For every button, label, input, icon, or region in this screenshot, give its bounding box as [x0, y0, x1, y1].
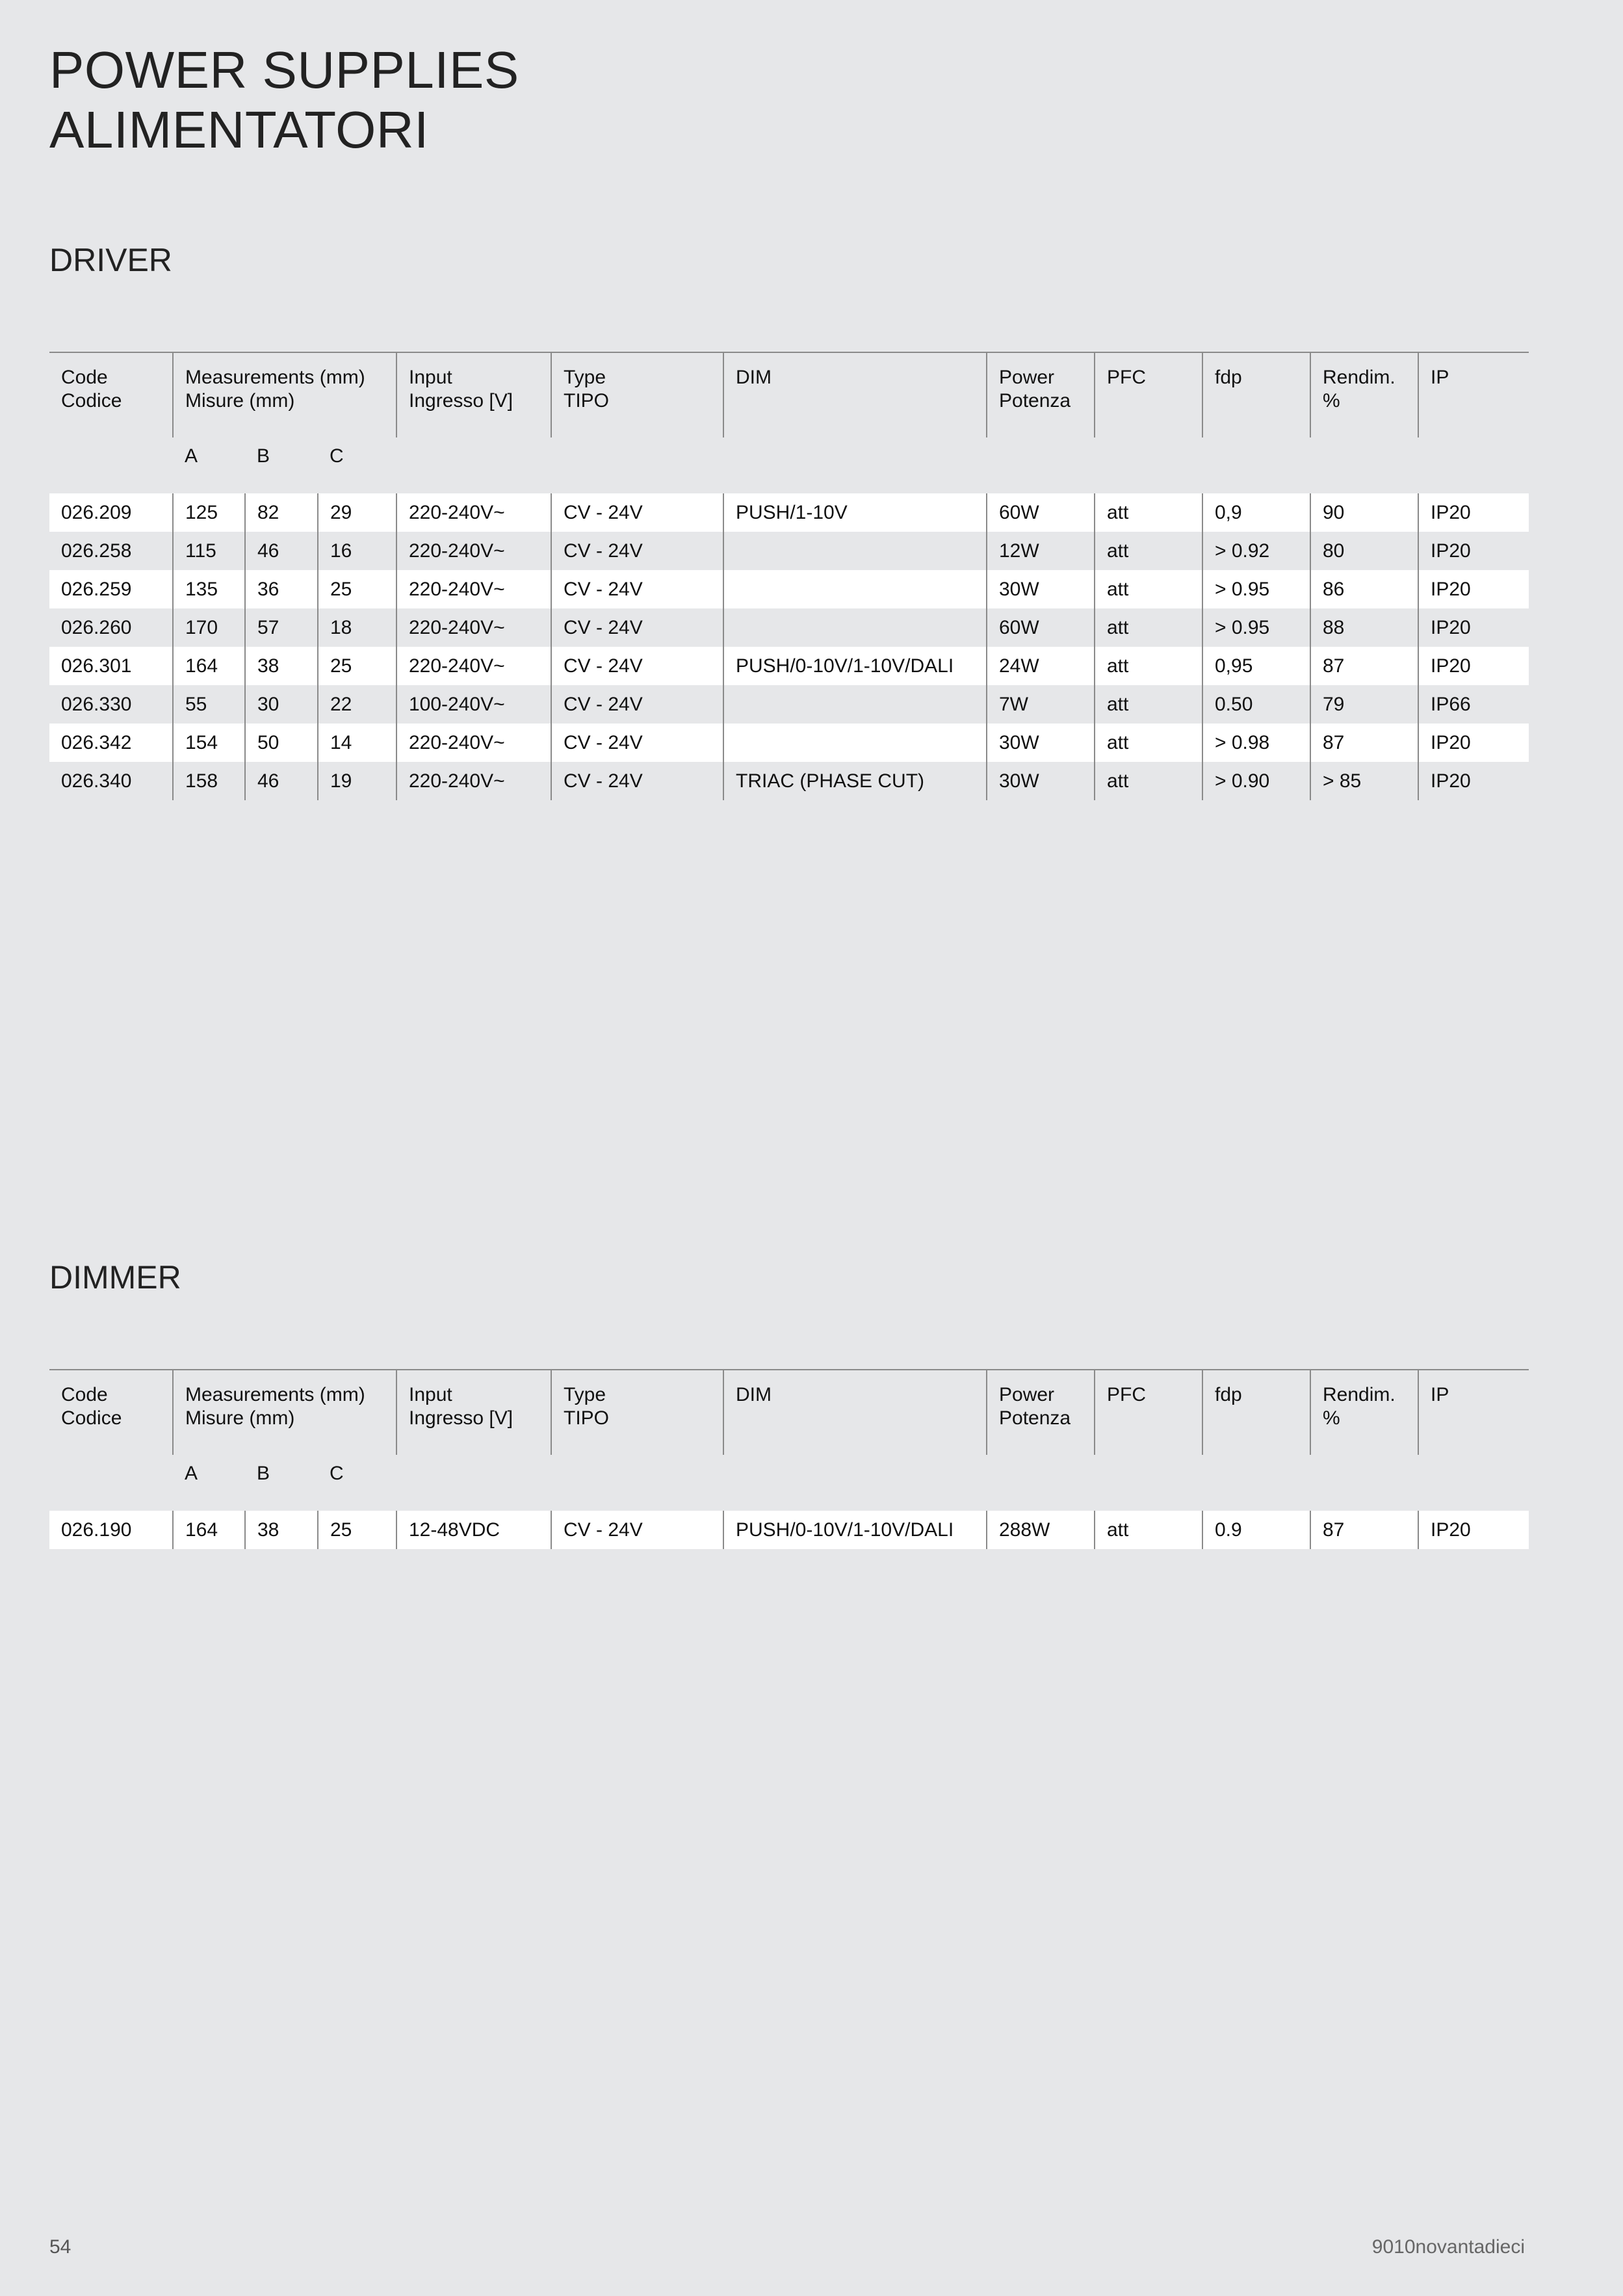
table-row — [49, 762, 1529, 800]
cell-pfc: att — [1095, 532, 1202, 570]
cell-ip: IP20 — [1418, 608, 1529, 647]
cell-code: 026.258 — [49, 532, 173, 570]
cell-type: CV - 24V — [551, 724, 723, 762]
cell-c: 25 — [318, 647, 396, 685]
section-title-driver: DRIVER — [49, 242, 172, 278]
header-type-en: Type — [564, 367, 606, 388]
driver-table — [49, 352, 1529, 800]
cell-fdp: 0.50 — [1202, 685, 1310, 724]
cell-dim — [723, 685, 987, 724]
header-fdp-label: fdp — [1215, 1384, 1242, 1405]
table-row — [49, 647, 1529, 685]
cell-a: 170 — [173, 608, 245, 647]
table-row — [49, 685, 1529, 724]
header-power-en: Power — [999, 367, 1055, 388]
header-measurements — [173, 1370, 396, 1455]
subheader-filler — [396, 437, 1529, 493]
header-type-it: TIPO — [564, 390, 610, 411]
header-ip-label: IP — [1431, 367, 1449, 388]
cell-code: 026.259 — [49, 570, 173, 608]
subheader-filler — [396, 1455, 1529, 1511]
cell-b: 46 — [245, 532, 318, 570]
cell-fdp: 0,9 — [1202, 493, 1310, 532]
cell-power: 24W — [987, 647, 1095, 685]
cell-a: 125 — [173, 493, 245, 532]
cell-a: 164 — [173, 647, 245, 685]
cell-dim: PUSH/1-10V — [723, 493, 987, 532]
header-code-en: Code — [61, 1384, 108, 1405]
subheader-row — [49, 1455, 1529, 1511]
cell-rendim: 87 — [1310, 724, 1418, 762]
cell-pfc: att — [1095, 1511, 1202, 1549]
header-power-it: Potenza — [999, 1407, 1071, 1429]
cell-c: 29 — [318, 493, 396, 532]
cell-input: 220-240V~ — [396, 608, 551, 647]
header-fdp — [1202, 352, 1310, 437]
header-measurements-en: Measurements (mm) — [185, 1384, 365, 1405]
cell-a: 135 — [173, 570, 245, 608]
cell-b: 82 — [245, 493, 318, 532]
header-measurements-en: Measurements (mm) — [185, 367, 365, 388]
cell-dim — [723, 532, 987, 570]
cell-a: 164 — [173, 1511, 245, 1549]
header-pfc — [1095, 1370, 1202, 1455]
header-input — [396, 352, 551, 437]
cell-input: 220-240V~ — [396, 493, 551, 532]
dimmer-table — [49, 1369, 1529, 1549]
cell-dim — [723, 608, 987, 647]
cell-input: 220-240V~ — [396, 532, 551, 570]
page-title-en: POWER SUPPLIES — [49, 41, 519, 99]
cell-a: 115 — [173, 532, 245, 570]
cell-rendim: 80 — [1310, 532, 1418, 570]
subheader-a: A — [185, 445, 198, 467]
table-row — [49, 1511, 1529, 1549]
header-code-en: Code — [61, 367, 108, 388]
subheader-b: B — [257, 1463, 270, 1484]
cell-c: 18 — [318, 608, 396, 647]
cell-input: 220-240V~ — [396, 570, 551, 608]
header-row — [49, 352, 1529, 437]
table-row — [49, 493, 1529, 532]
cell-rendim: > 85 — [1310, 762, 1418, 800]
section-title-dimmer: DIMMER — [49, 1259, 181, 1296]
cell-b: 36 — [245, 570, 318, 608]
subheader-row — [49, 437, 1529, 493]
header-dim-label: DIM — [736, 367, 772, 388]
cell-power: 288W — [987, 1511, 1095, 1549]
table-row — [49, 608, 1529, 647]
header-type — [551, 352, 723, 437]
header-input-en: Input — [409, 1384, 452, 1405]
cell-a: 154 — [173, 724, 245, 762]
cell-c: 22 — [318, 685, 396, 724]
cell-b: 57 — [245, 608, 318, 647]
header-input-it: Ingresso [V] — [409, 1407, 513, 1429]
header-input-it: Ingresso [V] — [409, 390, 513, 411]
cell-input: 220-240V~ — [396, 647, 551, 685]
header-code-it: Codice — [61, 390, 122, 411]
header-ip — [1418, 1370, 1529, 1455]
cell-pfc: att — [1095, 608, 1202, 647]
subheader-a: A — [185, 1463, 198, 1484]
cell-power: 12W — [987, 532, 1095, 570]
cell-pfc: att — [1095, 724, 1202, 762]
table-row — [49, 570, 1529, 608]
header-row — [49, 1370, 1529, 1455]
cell-type: CV - 24V — [551, 570, 723, 608]
cell-b: 38 — [245, 647, 318, 685]
header-power-en: Power — [999, 1384, 1055, 1405]
cell-c: 25 — [318, 1511, 396, 1549]
cell-rendim: 86 — [1310, 570, 1418, 608]
cell-code: 026.190 — [49, 1511, 173, 1549]
header-type-it: TIPO — [564, 1407, 610, 1429]
cell-ip: IP20 — [1418, 570, 1529, 608]
subheader-c: C — [330, 1463, 344, 1484]
cell-dim: TRIAC (PHASE CUT) — [723, 762, 987, 800]
table-row — [49, 724, 1529, 762]
cell-type: CV - 24V — [551, 647, 723, 685]
header-dim-label: DIM — [736, 1384, 772, 1405]
header-rendim-it: % — [1323, 1407, 1340, 1429]
header-fdp — [1202, 1370, 1310, 1455]
cell-pfc: att — [1095, 685, 1202, 724]
cell-a: 55 — [173, 685, 245, 724]
page-title-it: ALIMENTATORI — [49, 101, 429, 159]
header-dim — [723, 352, 987, 437]
cell-input: 220-240V~ — [396, 762, 551, 800]
cell-type: CV - 24V — [551, 762, 723, 800]
cell-fdp: > 0.98 — [1202, 724, 1310, 762]
cell-fdp: > 0.92 — [1202, 532, 1310, 570]
cell-power: 60W — [987, 608, 1095, 647]
header-pfc-label: PFC — [1107, 367, 1146, 388]
subheader-c: C — [330, 445, 344, 467]
header-rendim — [1310, 1370, 1418, 1455]
cell-rendim: 87 — [1310, 647, 1418, 685]
cell-power: 30W — [987, 570, 1095, 608]
cell-dim: PUSH/0-10V/1-10V/DALI — [723, 1511, 987, 1549]
header-power — [987, 352, 1095, 437]
cell-dim: PUSH/0-10V/1-10V/DALI — [723, 647, 987, 685]
header-fdp-label: fdp — [1215, 367, 1242, 388]
cell-input: 100-240V~ — [396, 685, 551, 724]
cell-ip: IP20 — [1418, 1511, 1529, 1549]
header-dim — [723, 1370, 987, 1455]
cell-type: CV - 24V — [551, 493, 723, 532]
header-rendim-en: Rendim. — [1323, 367, 1396, 388]
cell-code: 026.330 — [49, 685, 173, 724]
cell-input: 12-48VDC — [396, 1511, 551, 1549]
driver-table-body — [49, 352, 1529, 800]
subheader-b: B — [257, 445, 270, 467]
cell-power: 30W — [987, 724, 1095, 762]
header-ip — [1418, 352, 1529, 437]
cell-ip: IP20 — [1418, 647, 1529, 685]
header-measurements-it: Misure (mm) — [185, 1407, 295, 1429]
cell-input: 220-240V~ — [396, 724, 551, 762]
cell-pfc: att — [1095, 647, 1202, 685]
cell-b: 50 — [245, 724, 318, 762]
header-ip-label: IP — [1431, 1384, 1449, 1405]
header-code — [49, 1370, 173, 1455]
cell-c: 16 — [318, 532, 396, 570]
header-input — [396, 1370, 551, 1455]
cell-ip: IP20 — [1418, 724, 1529, 762]
header-code-it: Codice — [61, 1407, 122, 1429]
header-input-en: Input — [409, 367, 452, 388]
cell-type: CV - 24V — [551, 608, 723, 647]
cell-rendim: 88 — [1310, 608, 1418, 647]
table-row — [49, 532, 1529, 570]
cell-b: 46 — [245, 762, 318, 800]
page-number: 54 — [49, 2236, 71, 2258]
cell-pfc: att — [1095, 570, 1202, 608]
cell-fdp: 0,95 — [1202, 647, 1310, 685]
cell-ip: IP66 — [1418, 685, 1529, 724]
cell-code: 026.209 — [49, 493, 173, 532]
cell-dim — [723, 570, 987, 608]
cell-fdp: > 0.95 — [1202, 608, 1310, 647]
cell-rendim: 90 — [1310, 493, 1418, 532]
header-rendim-it: % — [1323, 390, 1340, 411]
brand-name: 9010novantadieci — [1371, 2236, 1525, 2258]
page-title — [49, 40, 519, 160]
cell-pfc: att — [1095, 493, 1202, 532]
header-power — [987, 1370, 1095, 1455]
cell-ip: IP20 — [1418, 762, 1529, 800]
cell-code: 026.340 — [49, 762, 173, 800]
cell-type: CV - 24V — [551, 1511, 723, 1549]
dimmer-table-body — [49, 1370, 1529, 1549]
header-power-it: Potenza — [999, 390, 1071, 411]
subheader-empty — [49, 437, 173, 493]
cell-code: 026.301 — [49, 647, 173, 685]
header-type — [551, 1370, 723, 1455]
cell-rendim: 87 — [1310, 1511, 1418, 1549]
cell-a: 158 — [173, 762, 245, 800]
header-code — [49, 352, 173, 437]
cell-ip: IP20 — [1418, 493, 1529, 532]
header-measurements — [173, 352, 396, 437]
header-rendim — [1310, 352, 1418, 437]
cell-b: 38 — [245, 1511, 318, 1549]
cell-power: 7W — [987, 685, 1095, 724]
cell-c: 25 — [318, 570, 396, 608]
cell-type: CV - 24V — [551, 685, 723, 724]
cell-code: 026.260 — [49, 608, 173, 647]
header-measurements-it: Misure (mm) — [185, 390, 295, 411]
cell-dim — [723, 724, 987, 762]
cell-power: 60W — [987, 493, 1095, 532]
cell-type: CV - 24V — [551, 532, 723, 570]
cell-code: 026.342 — [49, 724, 173, 762]
header-type-en: Type — [564, 1384, 606, 1405]
cell-fdp: > 0.90 — [1202, 762, 1310, 800]
cell-pfc: att — [1095, 762, 1202, 800]
cell-rendim: 79 — [1310, 685, 1418, 724]
cell-fdp: > 0.95 — [1202, 570, 1310, 608]
header-rendim-en: Rendim. — [1323, 1384, 1396, 1405]
cell-fdp: 0.9 — [1202, 1511, 1310, 1549]
header-pfc — [1095, 352, 1202, 437]
cell-ip: IP20 — [1418, 532, 1529, 570]
cell-c: 19 — [318, 762, 396, 800]
cell-b: 30 — [245, 685, 318, 724]
header-pfc-label: PFC — [1107, 1384, 1146, 1405]
subheader-empty — [49, 1455, 173, 1511]
cell-power: 30W — [987, 762, 1095, 800]
cell-c: 14 — [318, 724, 396, 762]
